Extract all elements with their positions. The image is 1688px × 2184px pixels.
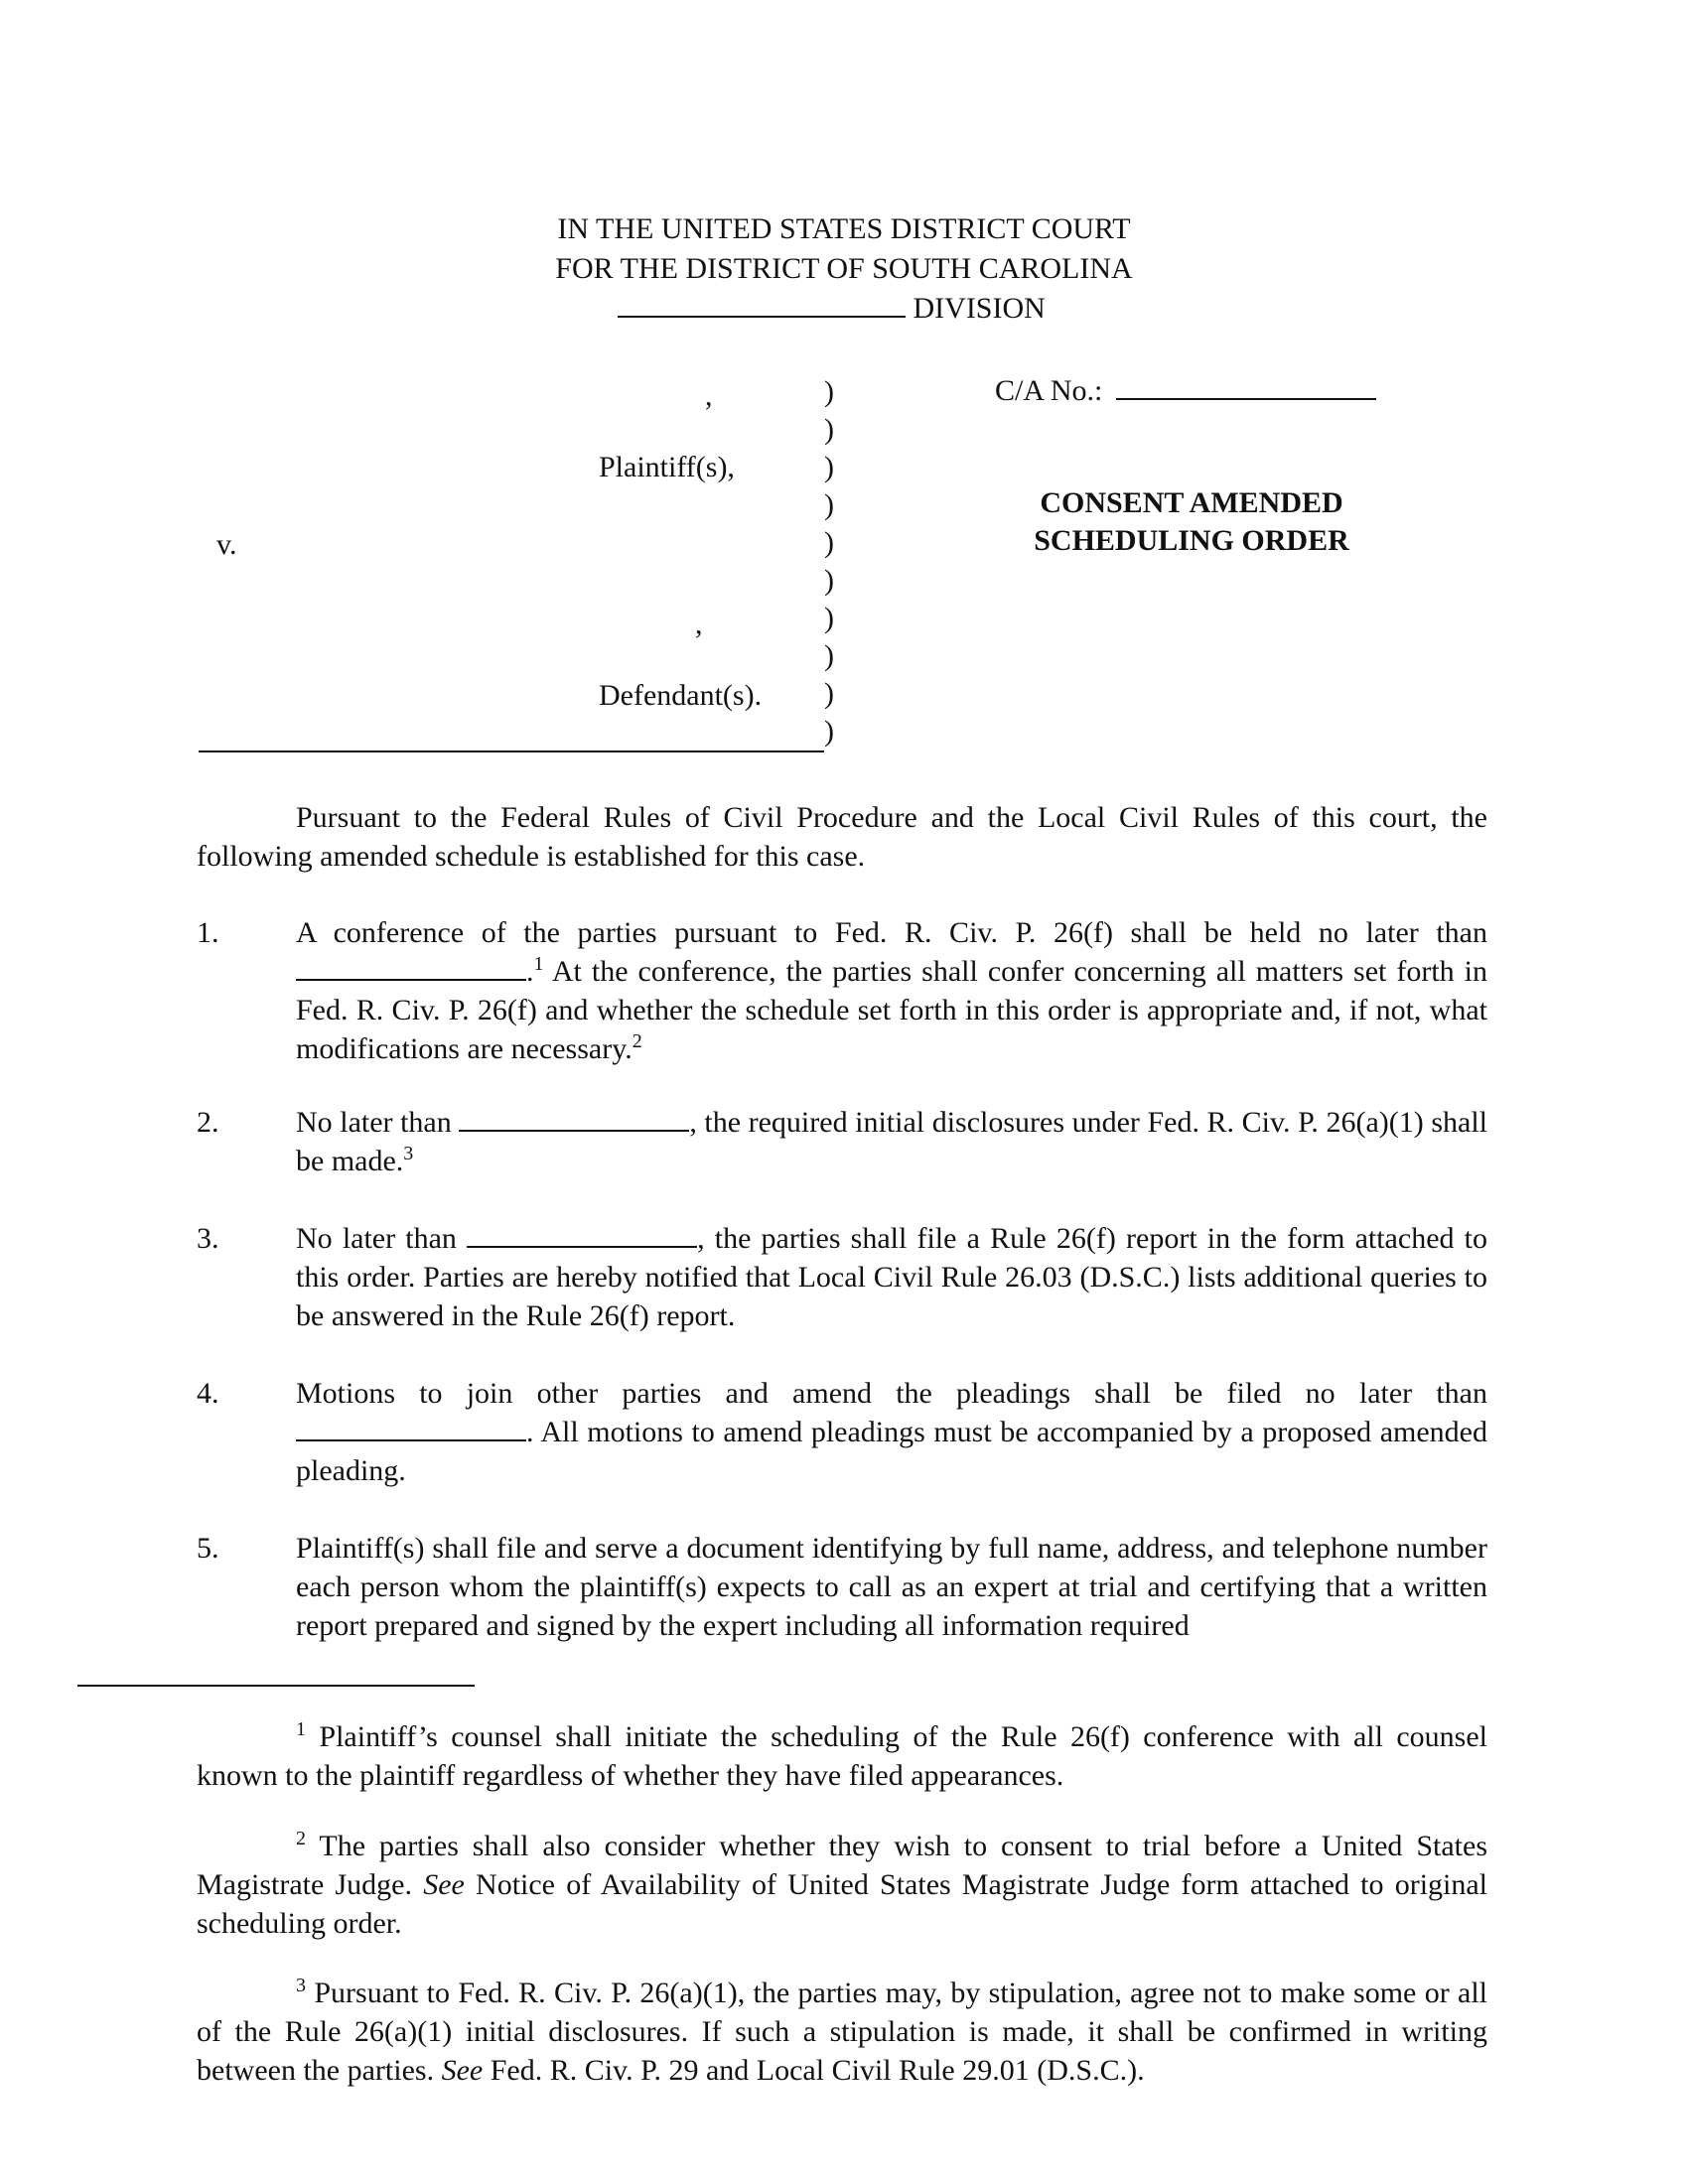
footnote-2-text-1: The parties shall also consider whether they wish to consent to trial before a United States Magistrate Judge. xyxy=(197,1830,1487,1901)
footnote-3 xyxy=(197,1974,1487,2090)
item-4-part1: Motions to join other parties and amend the pleadings shall be filed no later than xyxy=(296,1377,1487,1410)
division-blank[interactable] xyxy=(618,290,906,318)
case-number-blank[interactable] xyxy=(1116,372,1376,400)
paren: ) xyxy=(824,451,834,483)
paren: ) xyxy=(824,488,834,521)
item-4-text xyxy=(296,1374,1487,1490)
item-2-part1: No later than xyxy=(296,1106,452,1139)
footnote-2-see: See xyxy=(423,1868,465,1901)
case-number-line xyxy=(995,372,1376,410)
paren: ) xyxy=(824,564,834,597)
footnote-marker: 2 xyxy=(296,1828,306,1849)
item-number: 2. xyxy=(197,1106,219,1139)
report-date-blank[interactable] xyxy=(467,1220,697,1248)
footnote-ref-2: 2 xyxy=(632,1030,642,1052)
paren: ) xyxy=(824,602,834,634)
item-1-part3: At the conference, the parties shall confer concerning all matters set forth in Fed. R. Civ. P. 26(f) and whether the schedule set forth in this order is appropriate and, if not, what modifications are necessary. xyxy=(296,955,1487,1065)
caption-rule xyxy=(199,751,824,752)
footnote-1 xyxy=(197,1717,1487,1795)
item-1-part1: A conference of the parties pursuant to Fed. R. Civ. P. 26(f) shall be held no later than xyxy=(296,916,1487,949)
item-number: 3. xyxy=(197,1222,219,1255)
order-title-1: CONSENT AMENDED xyxy=(1040,486,1343,519)
motions-date-blank[interactable] xyxy=(296,1414,526,1441)
intro-paragraph xyxy=(197,798,1487,876)
item-4-part2: . All motions to amend pleadings must be accompanied by a proposed amended pleading. xyxy=(296,1416,1487,1487)
footnote-separator xyxy=(77,1685,475,1687)
paren: ) xyxy=(824,639,834,672)
defendant-comma: , xyxy=(695,608,703,640)
plaintiff-label: Plaintiff(s), xyxy=(599,451,735,483)
paren: ) xyxy=(824,677,834,710)
item-2-part2: , the required initial disclosures under Fed. R. Civ. P. 26(a)(1) shall be made. xyxy=(296,1106,1487,1177)
paren: ) xyxy=(824,413,834,446)
district-name: FOR THE DISTRICT OF SOUTH CAROLINA xyxy=(555,252,1133,285)
footnote-3-see: See xyxy=(441,2054,484,2087)
item-3-part1: No later than xyxy=(296,1222,457,1255)
caption-parens xyxy=(824,373,844,751)
division-line xyxy=(618,290,1046,328)
item-number: 4. xyxy=(197,1377,219,1410)
item-5-part1: Plaintiff(s) shall file and serve a document identifying by full name, address, and telephone number each person whom the plaintiff(s) expects to call as an expert at trial and certifying that a written report prepared and signed by the expert including all information required xyxy=(296,1532,1487,1642)
footnote-2 xyxy=(197,1827,1487,1943)
case-number-label: C/A No.: xyxy=(995,374,1103,407)
versus-label: v. xyxy=(216,528,237,561)
paren: ) xyxy=(824,526,834,559)
item-1-part2: . xyxy=(526,955,534,988)
footnote-ref-1: 1 xyxy=(533,953,544,975)
order-title-2: SCHEDULING ORDER xyxy=(1034,524,1349,557)
footnote-marker: 3 xyxy=(296,1975,306,1996)
intro-line-2: following amended schedule is established for this case. xyxy=(197,840,866,873)
item-1-text xyxy=(296,913,1487,1068)
court-name: IN THE UNITED STATES DISTRICT COURT xyxy=(557,212,1131,245)
disclosure-date-blank[interactable] xyxy=(459,1104,689,1132)
item-3-text xyxy=(296,1219,1487,1335)
footnote-3-text-1: Pursuant to Fed. R. Civ. P. 26(a)(1), the parties may, by stipulation, agree not to make some or all of the Rule 26(a)(1) initial disclosures. If such a stipulation is made, it shall be confirmed in writing between the parties. xyxy=(197,1977,1488,2087)
footnote-3-text-2: Fed. R. Civ. P. 29 and Local Civil Rule 29.01 (D.S.C.). xyxy=(490,2054,1145,2087)
plaintiff-comma: , xyxy=(705,379,713,412)
item-5-text xyxy=(296,1529,1487,1645)
item-number: 1. xyxy=(197,916,219,949)
item-number: 5. xyxy=(197,1532,219,1565)
item-3-part2: , the parties shall file a Rule 26(f) report in the form attached to this order. Parties are hereby notified that Local Civil Rule 26.03 (D.S.C.) lists additional queries to be answered in the Rule 26(f) report. xyxy=(296,1222,1487,1332)
conference-date-blank[interactable] xyxy=(296,953,526,981)
paren: ) xyxy=(824,715,834,748)
defendant-label: Defendant(s). xyxy=(599,679,763,712)
footnote-ref-3: 3 xyxy=(403,1143,414,1164)
paren: ) xyxy=(824,375,834,408)
intro-line-1: Pursuant to the Federal Rules of Civil Procedure and the Local Civil Rules of this court, the xyxy=(296,801,1487,834)
footnote-1-text: Plaintiff’s counsel shall initiate the scheduling of the Rule 26(f) conference with all counsel known to the plaintiff regardless of whether they have filed appearances. xyxy=(197,1720,1488,1792)
footnote-2-text-2: Notice of Availability of United States Magistrate Judge form attached to original scheduling order. xyxy=(197,1868,1488,1940)
division-label: DIVISION xyxy=(913,292,1046,325)
item-2-text xyxy=(296,1103,1487,1180)
footnote-marker: 1 xyxy=(296,1718,306,1740)
